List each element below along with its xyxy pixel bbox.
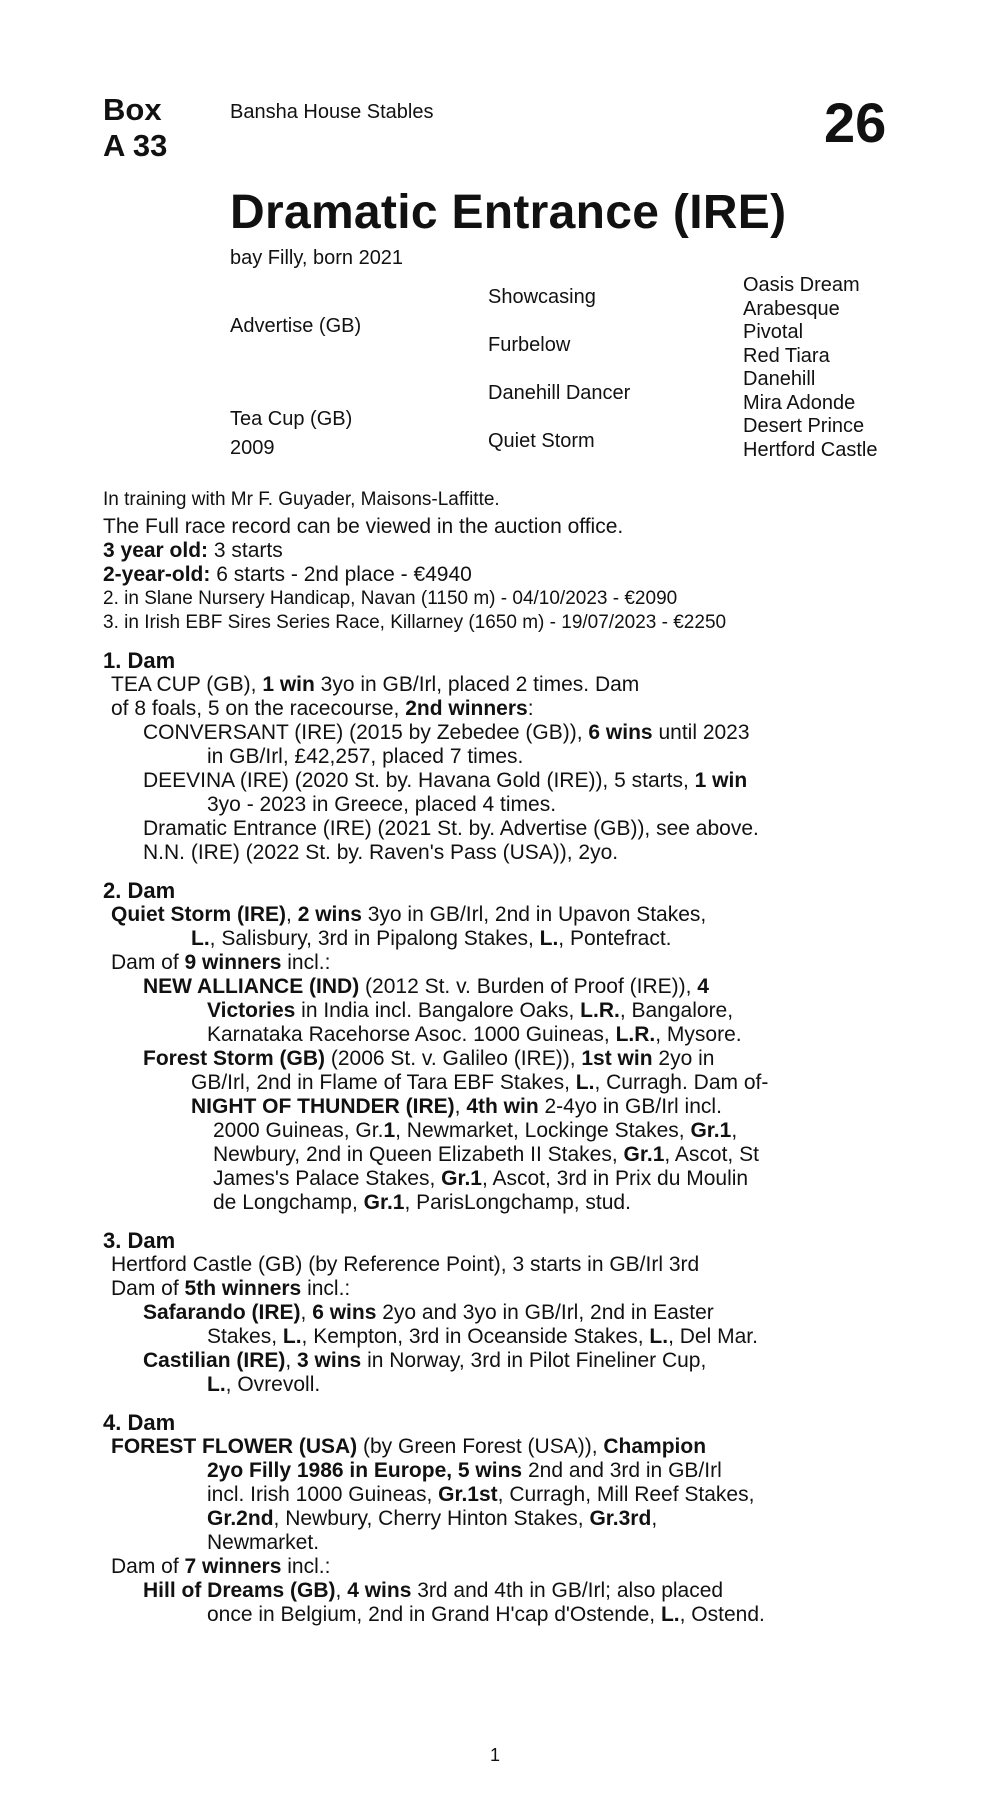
dam-line: FOREST FLOWER (USA) (by Green Forest (USA)), Champion: [111, 1435, 707, 1458]
progeny-line: Forest Storm (GB) (2006 St. v. Galileo (IRE)), 1st win 2yo in: [143, 1047, 715, 1070]
section-heading: 3. Dam: [103, 1228, 176, 1253]
section-heading: 1. Dam: [103, 648, 176, 673]
progeny-line: Hill of Dreams (GB), 4 wins 3rd and 4th in GB/Irl; also placed: [143, 1579, 724, 1602]
dam-line: Dam of 9 winners incl.:: [111, 951, 331, 974]
progeny-line: once in Belgium, 2nd in Grand H'cap d'Ostende, L., Ostend.: [207, 1603, 765, 1626]
pedigree-grandsire: Showcasing: [488, 286, 596, 308]
progeny-line: Safarando (IRE), 6 wins 2yo and 3yo in GB/Irl, 2nd in Easter: [143, 1301, 714, 1324]
box-line-2: A 33: [103, 128, 168, 163]
grandprogeny-line: NIGHT OF THUNDER (IRE), 4th win 2-4yo in GB/Irl incl.: [191, 1095, 722, 1118]
pedigree-ancestor: Red Tiara: [743, 345, 830, 367]
dam-line: Hertford Castle (GB) (by Reference Point), 3 starts in GB/Irl 3rd: [111, 1253, 700, 1276]
progeny-line: L., Ovrevoll.: [207, 1373, 321, 1396]
pedigree-grandsire: Furbelow: [488, 334, 571, 356]
dam-line: of 8 foals, 5 on the racecourse, 2nd winners:: [111, 697, 534, 720]
progeny-line: Dramatic Entrance (IRE) (2021 St. by. Advertise (GB)), see above.: [143, 817, 759, 840]
progeny-line: Stakes, L., Kempton, 3rd in Oceanside Stakes, L., Del Mar.: [207, 1325, 758, 1348]
race-record-note: The Full race record can be viewed in the auction office.: [103, 515, 624, 538]
pedigree-grandsire: Quiet Storm: [488, 430, 595, 452]
stable-name: Bansha House Stables: [230, 101, 434, 123]
pedigree-ancestor: Pivotal: [743, 321, 804, 343]
dam-line: Dam of 7 winners incl.:: [111, 1555, 331, 1578]
dam-line: Dam of 5th winners incl.:: [111, 1277, 351, 1300]
pedigree-ancestor: Danehill: [743, 368, 816, 390]
dam-line: Gr.2nd, Newbury, Cherry Hinton Stakes, Gr.3rd,: [207, 1507, 658, 1530]
grandprogeny-line: Newbury, 2nd in Queen Elizabeth II Stakes, Gr.1, Ascot, St: [213, 1143, 759, 1166]
training-note: In training with Mr F. Guyader, Maisons-Laffitte.: [103, 489, 500, 510]
horse-name: Dramatic Entrance (IRE): [230, 186, 787, 239]
box-line-1: Box: [103, 92, 162, 127]
dam-line: 2yo Filly 1986 in Europe, 5 wins 2nd and 3rd in GB/Irl: [207, 1459, 722, 1482]
pedigree-ancestor: Hertford Castle: [743, 439, 878, 461]
progeny-line: Karnataka Racehorse Asoc. 1000 Guineas, L.R., Mysore.: [207, 1023, 742, 1046]
pedigree-dam: Tea Cup (GB): [230, 408, 353, 430]
dam-line: incl. Irish 1000 Guineas, Gr.1st, Curragh, Mill Reef Stakes,: [207, 1483, 755, 1506]
dam-line: TEA CUP (GB), 1 win 3yo in GB/Irl, placed 2 times. Dam: [111, 673, 640, 696]
dam-line: Newmarket.: [207, 1531, 320, 1554]
pedigree-sire: Advertise (GB): [230, 315, 362, 337]
lot-number: 26: [824, 91, 887, 154]
record-2yo: 2-year-old: 6 starts - 2nd place - €4940: [103, 563, 472, 586]
pedigree-ancestor: Arabesque: [743, 298, 840, 320]
dam-line: L., Salisbury, 3rd in Pipalong Stakes, L., Pontefract.: [191, 927, 672, 950]
pedigree-grandsire: Danehill Dancer: [488, 382, 631, 404]
catalogue-body: [103, 488, 903, 1627]
progeny-line: NEW ALLIANCE (IND) (2012 St. v. Burden of Proof (IRE)), 4: [143, 975, 709, 998]
progeny-line: N.N. (IRE) (2022 St. by. Raven's Pass (USA)), 2yo.: [143, 841, 619, 864]
section-heading: 2. Dam: [103, 878, 176, 903]
record-3yo: 3 year old: 3 starts: [103, 539, 283, 562]
horse-description: bay Filly, born 2021: [230, 247, 404, 269]
progeny-line: Castilian (IRE), 3 wins in Norway, 3rd in Pilot Fineliner Cup,: [143, 1349, 707, 1372]
grandprogeny-line: 2000 Guineas, Gr.1, Newmarket, Lockinge Stakes, Gr.1,: [213, 1119, 738, 1142]
progeny-line: in GB/Irl, £42,257, placed 7 times.: [207, 745, 524, 768]
progeny-line: GB/Irl, 2nd in Flame of Tara EBF Stakes, L., Curragh. Dam of-: [191, 1071, 769, 1094]
progeny-line: DEEVINA (IRE) (2020 St. by. Havana Gold (IRE)), 5 starts, 1 win: [143, 769, 748, 792]
page-number: 1: [490, 1745, 501, 1765]
race-result: 2. in Slane Nursery Handicap, Navan (1150 m) - 04/10/2023 - €2090: [103, 588, 678, 609]
grandprogeny-line: de Longchamp, Gr.1, ParisLongchamp, stud.: [213, 1191, 631, 1214]
grandprogeny-line: James's Palace Stakes, Gr.1, Ascot, 3rd in Prix du Moulin: [213, 1167, 749, 1190]
pedigree-ancestor: Desert Prince: [743, 415, 865, 437]
progeny-line: 3yo - 2023 in Greece, placed 4 times.: [207, 793, 557, 816]
pedigree-ancestor: Mira Adonde: [743, 392, 856, 414]
section-heading: 4. Dam: [103, 1410, 176, 1435]
progeny-line: CONVERSANT (IRE) (2015 by Zebedee (GB)), 6 wins until 2023: [143, 721, 750, 744]
race-result: 3. in Irish EBF Sires Series Race, Killarney (1650 m) - 19/07/2023 - €2250: [103, 612, 727, 633]
dam-line: Quiet Storm (IRE), 2 wins 3yo in GB/Irl, 2nd in Upavon Stakes,: [111, 903, 707, 926]
pedigree-ancestor: Oasis Dream: [743, 274, 860, 296]
pedigree-dam-year: 2009: [230, 437, 275, 459]
box-label: [103, 92, 167, 164]
progeny-line: Victories in India incl. Bangalore Oaks, L.R., Bangalore,: [207, 999, 734, 1022]
